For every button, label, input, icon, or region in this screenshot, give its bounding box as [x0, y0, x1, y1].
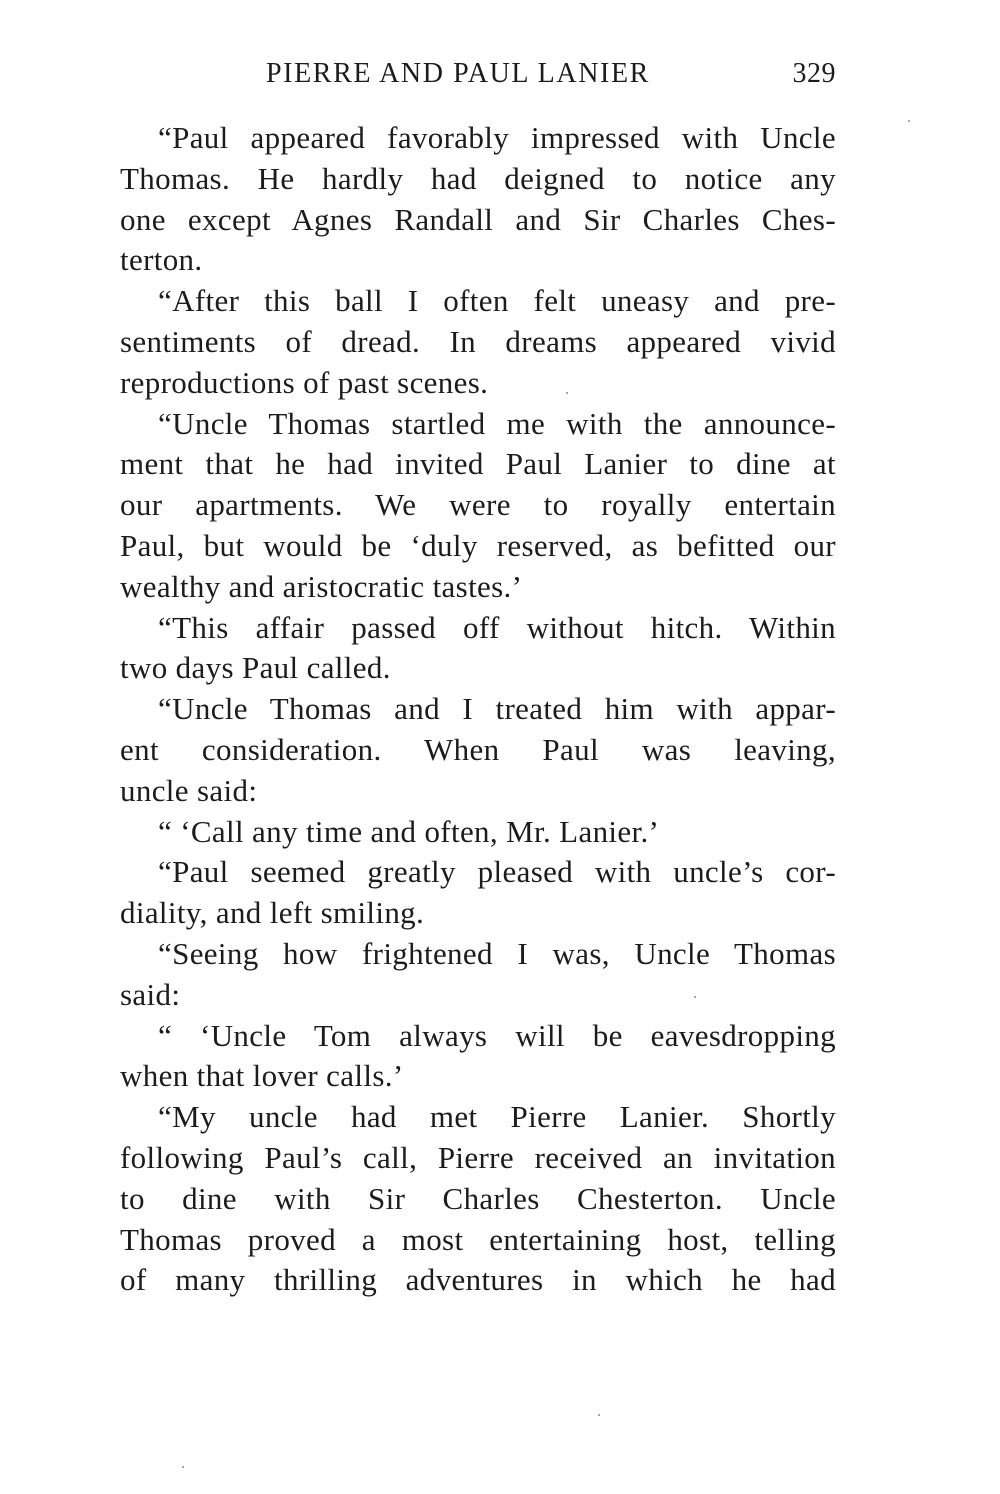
text-line: of many thrilling adventures in which he had: [120, 1262, 836, 1298]
text-line: “After this ball I often felt uneasy and pre-: [158, 283, 836, 319]
running-head: [120, 58, 836, 98]
text-line: Thomas. He hardly had deigned to notice any: [120, 160, 836, 196]
text-line: uncle said:: [120, 772, 258, 808]
scan-speck: [598, 1414, 600, 1416]
text-line: “Seeing how frightened I was, Uncle Thomas: [158, 935, 836, 971]
text-line: said:: [120, 976, 181, 1012]
text-line: “ ‘Call any time and often, Mr. Lanier.’: [158, 813, 660, 849]
text-line: “Uncle Thomas and I treated him with appar-: [158, 691, 836, 727]
running-title: PIERRE AND PAUL LANIER: [266, 58, 650, 89]
page-number: 329: [792, 58, 836, 89]
text-line: two days Paul called.: [120, 650, 391, 686]
text-line: ment that he had invited Paul Lanier to dine at: [120, 446, 836, 482]
text-line: ent consideration. When Paul was leaving,: [120, 731, 836, 767]
text-line: reproductions of past scenes.: [120, 364, 489, 400]
text-line: sentiments of dread. In dreams appeared vivid: [120, 323, 836, 359]
text-line: terton.: [120, 242, 203, 278]
scan-speck: [908, 120, 910, 122]
text-line: “This affair passed off without hitch. Within: [158, 609, 836, 645]
text-line: “Paul appeared favorably impressed with Uncle: [158, 120, 836, 155]
text-line: to dine with Sir Charles Chesterton. Uncle: [120, 1180, 836, 1216]
text-line: our apartments. We were to royally entertain: [120, 487, 836, 523]
text-line: wealthy and aristocratic tastes.’: [120, 568, 523, 604]
scan-speck: [182, 1466, 184, 1468]
scan-speck: [566, 392, 568, 394]
text-line: diality, and left smiling.: [120, 895, 425, 931]
text-line: Thomas proved a most entertaining host, telling: [120, 1221, 836, 1257]
text-line: “My uncle had met Pierre Lanier. Shortly: [158, 1099, 836, 1135]
text-line: one except Agnes Randall and Sir Charles Ches-: [120, 201, 836, 237]
scan-speck: [694, 996, 696, 998]
body-text: [120, 118, 836, 1301]
text-line: Paul, but would be ‘duly reserved, as befitted our: [120, 527, 836, 563]
text-line: “ ‘Uncle Tom always will be eavesdropping: [158, 1017, 836, 1053]
text-line: following Paul’s call, Pierre received an invitation: [120, 1139, 836, 1175]
text-line: when that lover calls.’: [120, 1058, 404, 1094]
text-line: “Uncle Thomas startled me with the announce-: [158, 405, 836, 441]
text-line: “Paul seemed greatly pleased with uncle’s cor-: [158, 854, 836, 890]
